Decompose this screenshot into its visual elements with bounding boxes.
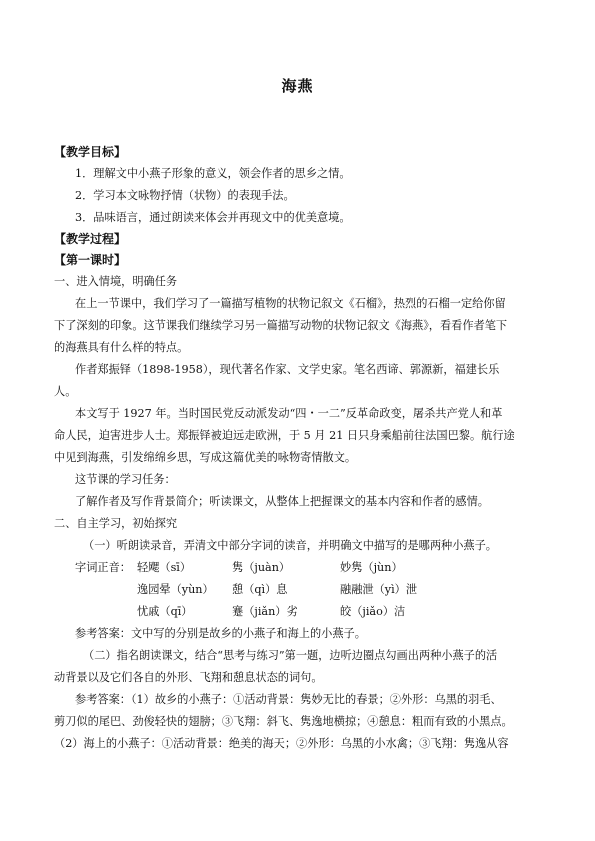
pronunciation-label: 字词正音： <box>75 561 131 574</box>
goal-item: 3．品味语言，通过朗读来体会并再现文中的优美意境。 <box>75 211 351 224</box>
subsection-title: （一）听朗读录音，弄清文中部分字词的读音，并明确文中描写的是哪两种小燕子。 <box>83 539 497 552</box>
paragraph-line: 下了深刻的印象。这节课我们继续学习另一篇描写动物的状物记叙文《海燕》，看看作者笔下 <box>54 319 508 332</box>
paragraph-line: 命人民，迫害进步人士。郑振铎被迫远走欧洲，于 5 月 21 日只身乘船前往法国巴黎。航行途 <box>54 429 515 442</box>
reference-answer: 参考答案：文中写的分别是故乡的小燕子和海上的小燕子。 <box>75 627 366 640</box>
subsection-title: （二）指名朗读课文，结合“思考与练习”第一题，边听边圈点勾画出两种小燕子的活 <box>83 649 498 662</box>
paragraph-line: 作者郑振铎（1898-1958），现代著名作家、文学史家。笔名西谛、郭源新，福建长乐 <box>75 363 500 376</box>
paragraph-line: 人。 <box>54 385 77 398</box>
paragraph-line: 本文写于 1927 年。当时国民党反动派发动“四・一二”反革命政变，屠杀共产党人和革 <box>75 407 503 420</box>
paragraph-line: 剪刀似的尾巴、劲俊轻快的翅膀；③飞翔：斜飞、隽逸地横掠；④憩息：粗而有致的小黑点。 <box>54 715 513 728</box>
task-text: 了解作者及写作背景简介；听读课文，从整体上把握课文的基本内容和作者的感情。 <box>75 495 489 508</box>
pronunciation-item: 轻飔（sī） <box>137 561 192 574</box>
goal-item: 1．理解文中小燕子形象的意义，领会作者的思乡之情。 <box>75 167 351 180</box>
pronunciation-item: 忧戚（qī） <box>137 605 193 618</box>
pronunciation-item: 逸园晕（yùn） <box>137 583 214 596</box>
goal-item: 2．学习本文咏物抒情（状物）的表现手法。 <box>75 189 295 202</box>
pronunciation-item: 隽（juàn） <box>232 561 291 574</box>
section-title: 一、进入情境，明确任务 <box>54 275 178 288</box>
pronunciation-item: 妙隽（jùn） <box>340 561 403 574</box>
paragraph-line: （2）海上的小燕子：①活动背景：绝美的海天；②外形：乌黑的小水禽；③飞翔：隽逸从容 <box>54 737 509 750</box>
lesson1-heading: 【第一课时】 <box>54 253 127 267</box>
goals-heading: 【教学目标】 <box>54 145 127 159</box>
pronunciation-item: 皎（jiǎo）洁 <box>340 605 406 618</box>
paragraph-line: 在上一节课中，我们学习了一篇描写植物的状物记叙文《石榴》，热烈的石榴一定给你留 <box>75 297 506 310</box>
reference-answer: 参考答案：（1）故乡的小燕子：①活动背景：隽妙无比的春景；②外形：乌黑的羽毛、 <box>75 693 502 706</box>
pronunciation-item: 憩（qì）息 <box>232 583 288 596</box>
task-label: 这节课的学习任务： <box>75 473 176 486</box>
paragraph-line: 的海燕具有什么样的特点。 <box>54 341 189 354</box>
process-heading: 【教学过程】 <box>54 232 127 246</box>
paragraph-line: 中见到海燕，引发绵绵乡思，写成这篇优美的咏物寄情散文。 <box>54 451 357 464</box>
section-title: 二、自主学习，初始探究 <box>54 517 178 530</box>
pronunciation-item: 蹇（jiǎn）劣 <box>232 605 298 618</box>
paragraph-line: 动背景以及它们各自的外形、飞翔和憩息状态的词句。 <box>54 671 323 684</box>
document-title: 海燕 <box>281 77 314 95</box>
pronunciation-item: 融融泄（yì）泄 <box>340 583 418 596</box>
